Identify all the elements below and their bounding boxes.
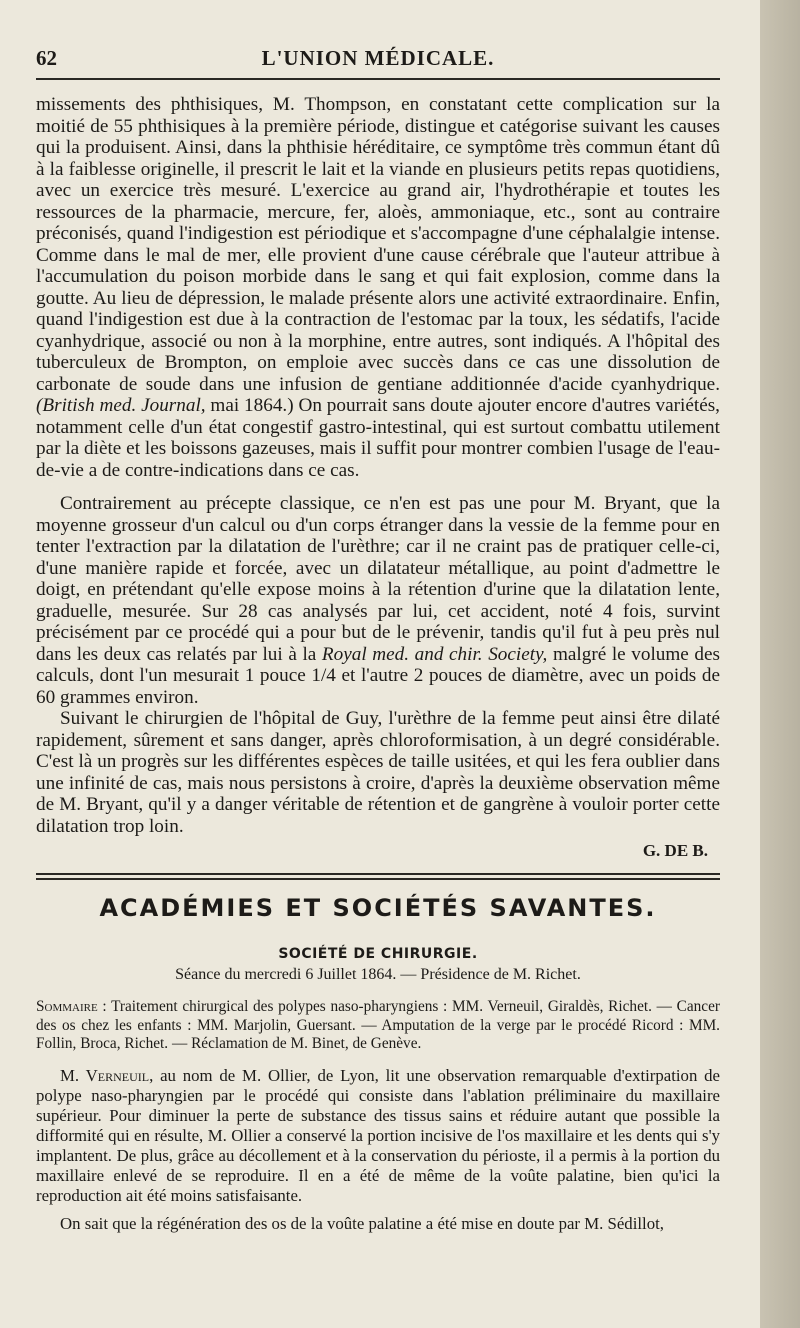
summary-text: Traitement chirurgical des polypes naso-pharyngiens : MM. Verneuil, Giraldès, Richet. — Cancer des os chez les enfants : MM. Marjolin, Guersant. — Amputation de la verge par le procédé Ricord : MM. Follin, Broca, Richet. — Réclamation de M. Binet, de Genève. xyxy=(36,998,720,1052)
paragraph-guy-hospital: Suivant le chirurgien de l'hôpital de Guy, l'urèthre de la femme peut ainsi être dilaté rapidement, sûrement et sans danger, après chloroformisation, à un degré considérable. C'est là un progrès sur les différentes espèces de taille usitées, et qui les fera oublier dans une infinité de cas, mais nous persistons à croire, d'après la deuxième observation même de M. Bryant, qu'il y a danger véritable de rétention et de gangrène à vouloir porter cette dilatation trop loin. xyxy=(36,708,720,837)
paragraph-bryant-text-a: Contrairement au précepte classique, ce n'en est pas une pour M. Bryant, que la moyenne grosseur d'un calcul ou d'un corps étranger dans la vessie de la femme pour en tenter l'extraction par la dilatation de l'urèthre; car il ne craint pas de pratiquer celle-ci, d'une manière rapide et forcée, avec un dilatateur métallique, au point d'admettre le doigt, en prétendant qu'elle expose moins à la rétention d'urine que la dilatation lente, graduelle, mesurée. Sur 28 cas analysés par lui, cet accident, noté 4 fois, survint précisément par ce procédé qui a pour but de le prévenir, tandis qu'il fut à peu près nul dans les deux cas relatés par lui à la xyxy=(36,493,720,665)
summary-label: Sommaire : xyxy=(36,998,107,1015)
page-number: 62 xyxy=(36,46,57,70)
citation-british-med-journal: (British med. Journal, xyxy=(36,395,206,416)
paragraph-phthisis-text-a: missements des phthisiques, M. Thompson, en constatant cette complication sur la moitié de 55 phthisiques à la première période, distingue et catégorise suivant les causes qui la produisent. Ainsi, dans la phthisie héréditaire, ce symptôme très commun étant dû à la faiblesse originelle, il prescrit le lait et la viande en plusieurs petits repas quotidiens, avec un exercice très mesuré. L'exercice au grand air, l'hydrothérapie et toutes les ressources de la pharmacie, mercure, fer, aloès, ammoniaque, etc., sont au contraire préconisés, quand l'indigestion est périodique et s'accompagne d'une céphalalgie intense. Comme dans le mal de mer, elle provient d'une cause cérébrale que l'auteur attribue à l'accumulation du poison morbide dans le sang et qui fait explosion, comme dans la goutte. Au lieu de dépression, le malade présente alors une activité extraordinaire. Enfin, quand l'indigestion est due à la contraction de l'estomac par la toux, les sédatifs, l'acide cyanhydrique, associé ou non à la morphine, entre autres, sont indiqués. A l'hôpital des tuberculeux de Brompton, on emploie avec succès dans ce cas une dissolution de carbonate de soude dans une infusion de gentiane additionnée d'acide cyanhydrique. xyxy=(36,94,720,395)
section-divider xyxy=(36,873,720,880)
paragraph-verneuil-text: au nom de M. Ollier, de Lyon, lit une observation remarquable d'extirpation de polype naso-pharyngien par le procédé qui consiste dans l'ablation préliminaire du maxillaire supérieur. Pour diminuer la perte de substance des tissus sains et réduire autant que possible la difformité qui en résulte, M. Ollier a conservé la portion incisive de l'os maxillaire et les dents qui s'y implantent. De plus, grâce au décollement et à la conservation du périoste, il a permis à la portion du maxillaire enlevé de se reproduire. Il en a été de même de la voûte palatine, bien qu'ici la reproduction ait été moins satisfaisante. xyxy=(36,1065,720,1205)
citation-royal-society: Royal med. and chir. Society, xyxy=(321,643,548,665)
paragraph-phthisis xyxy=(36,94,720,481)
paragraph-sedillot: On sait que la régénération des os de la voûte palatine a été mise en doute par M. Sédillot, xyxy=(60,1213,664,1233)
summary xyxy=(36,998,720,1054)
page-header xyxy=(36,0,720,78)
main-text xyxy=(36,94,720,837)
paragraph-bryant xyxy=(36,493,720,708)
running-title: L'UNION MÉDICALE. xyxy=(261,46,495,70)
signature: G. DE B. xyxy=(642,841,708,860)
session-line: Séance du mercredi 6 Juillet 1864. — Présidence de M. Richet. xyxy=(175,966,581,983)
paragraph-bryant-text-b: malgré le volume des calculs, dont l'un mesurait 1 pouce 1/4 et l'autre 2 pouces de diamètre, avec un poids de 60 grammes environ. xyxy=(36,643,721,708)
section-title: ACADÉMIES ET SOCIÉTÉS SAVANTES. xyxy=(99,894,657,922)
header-rule xyxy=(36,78,720,80)
society-heading: SOCIÉTÉ DE CHIRURGIE. xyxy=(278,946,478,962)
paragraph-phthisis-text-b: mai 1864.) On pourrait sans doute ajouter encore d'autres variétés, notamment celle d'un état congestif gastro-intestinal, qui est surtout combattu utilement par la diète et les boissons gazeuses, mais il suffit pour montrer combien l'usage de l'eau-de-vie a de contre-indications dans ce cas. xyxy=(36,395,720,481)
page-edge xyxy=(760,0,800,1328)
proceedings-text xyxy=(36,1066,720,1234)
speaker-name: M. Verneuil, xyxy=(60,1065,154,1085)
paragraph-verneuil xyxy=(36,1066,720,1206)
